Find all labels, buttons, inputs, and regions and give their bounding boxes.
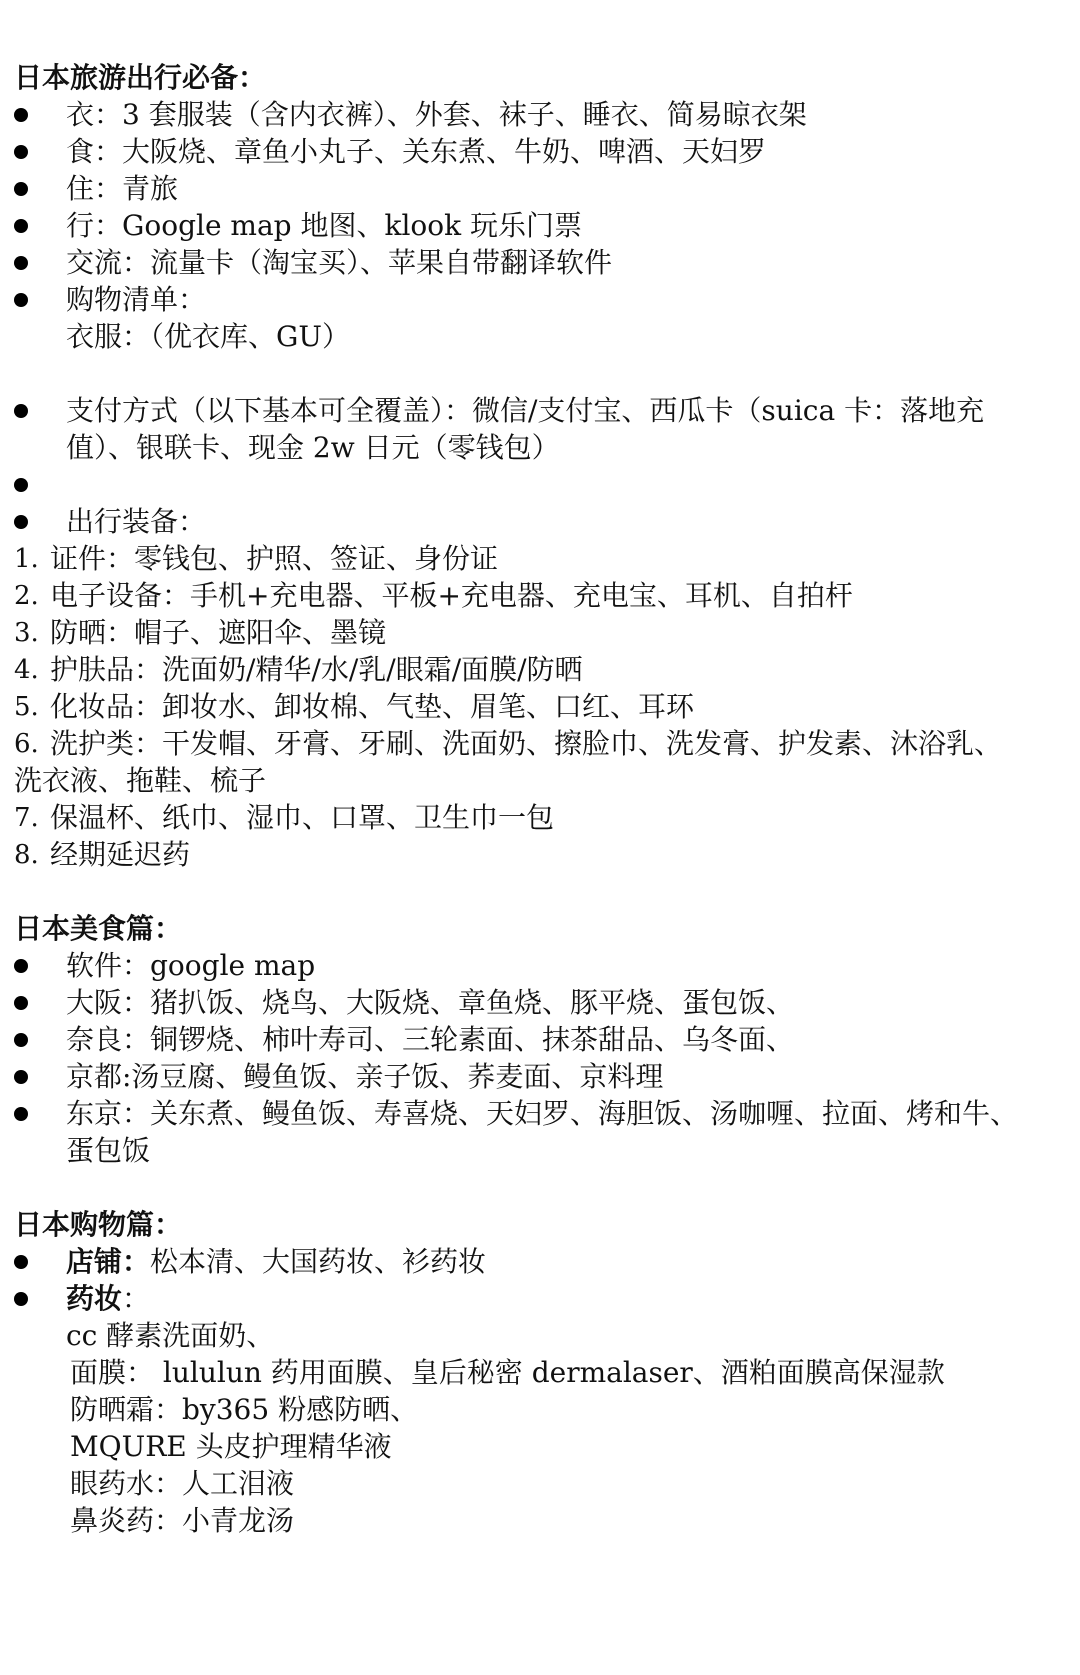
gear-item-number: 4. xyxy=(14,655,39,685)
gear-item-text: 洗护类：干发帽、牙膏、牙刷、洗面奶、擦脸巾、洗发膏、护发素、沐浴乳、 xyxy=(50,727,1003,760)
gear-item-number: 7. xyxy=(14,803,39,833)
gear-item-text: 电子设备：手机+充电器、平板+充电器、充电宝、耳机、自拍杆 xyxy=(50,579,853,612)
food-item-tokyo-continuation: 蛋包饭 xyxy=(66,1134,151,1167)
drug-colon: ： xyxy=(122,1282,151,1315)
bullet-icon xyxy=(14,145,28,159)
store-label: 店铺： xyxy=(66,1245,151,1278)
drug-item: 鼻炎药：小青龙汤 xyxy=(70,1504,295,1537)
gear-item-text: 化妆品：卸妆水、卸妆棉、气垫、眉笔、口红、耳环 xyxy=(50,690,695,723)
bullet-icon xyxy=(14,478,28,492)
gear-item-text: 防晒：帽子、遮阳伞、墨镜 xyxy=(50,616,387,649)
gear-item-text: 经期延迟药 xyxy=(50,838,191,871)
bullet-icon xyxy=(14,182,28,196)
bullet-icon xyxy=(14,515,28,529)
gear-item-number: 6. xyxy=(14,729,39,759)
shopping-list-clothes: 衣服：（优衣库、GU） xyxy=(66,320,350,353)
travel-item-communication: 交流：流量卡（淘宝买）、苹果自带翻译软件 xyxy=(66,246,613,279)
drug-item: 面膜： lululun 药用面膜、皇后秘密 dermalaser、酒粕面膜高保湿款 xyxy=(70,1356,945,1389)
gear-item-text: 保温杯、纸巾、湿巾、口罩、卫生巾一包 xyxy=(50,801,555,834)
gear-item-6-continuation: 洗衣液、拖鞋、梳子 xyxy=(14,764,267,797)
gear-item-number: 3. xyxy=(14,618,39,648)
gear-item-number: 5. xyxy=(14,692,39,722)
travel-item-food: 食：大阪烧、章鱼小丸子、关东煮、牛奶、啤酒、天妇罗 xyxy=(66,135,767,168)
gear-item-text: 证件：零钱包、护照、签证、身份证 xyxy=(50,542,499,575)
bullet-icon xyxy=(14,108,28,122)
gear-item-number: 2. xyxy=(14,581,39,611)
shopping-title: 日本购物篇： xyxy=(14,1208,183,1241)
food-item-kyoto: 京都:汤豆腐、鳗鱼饭、亲子饭、荞麦面、京料理 xyxy=(66,1060,664,1093)
drug-item: MQURE 头皮护理精华液 xyxy=(70,1430,392,1463)
food-item-osaka: 大阪：猪扒饭、烧鸟、大阪烧、章鱼烧、豚平烧、蛋包饭、 xyxy=(66,986,795,1019)
bullet-icon xyxy=(14,1033,28,1047)
bullet-icon xyxy=(14,219,28,233)
drug-label: 药妆 xyxy=(66,1282,123,1315)
food-title: 日本美食篇： xyxy=(14,912,183,945)
travel-title: 日本旅游出行必备： xyxy=(14,61,267,94)
shopping-stores xyxy=(66,1242,486,1282)
travel-item-lodging: 住：青旅 xyxy=(66,172,179,205)
payment-line-1: 支付方式（以下基本可全覆盖）：微信/支付宝、西瓜卡（suica 卡：落地充 xyxy=(66,394,985,427)
food-item-tokyo: 东京：关东煮、鳗鱼饭、寿喜烧、天妇罗、海胆饭、汤咖喱、拉面、烤和牛、 xyxy=(66,1097,1019,1130)
payment-line-2: 值）、银联卡、现金 2w 日元（零钱包） xyxy=(66,431,560,464)
bullet-icon xyxy=(14,1255,28,1269)
drug-item: cc 酵素洗面奶、 xyxy=(66,1319,275,1352)
food-item-nara: 奈良：铜锣烧、柿叶寿司、三轮素面、抹茶甜品、乌冬面、 xyxy=(66,1023,795,1056)
gear-item-number: 1. xyxy=(14,544,39,574)
bullet-icon xyxy=(14,959,28,973)
travel-item-transport: 行：Google map 地图、klook 玩乐门票 xyxy=(66,209,583,242)
bullet-icon xyxy=(14,1070,28,1084)
travel-item-clothing: 衣：3 套服装（含内衣裤）、外套、袜子、睡衣、简易晾衣架 xyxy=(66,98,807,131)
travel-item-shopping-list: 购物清单： xyxy=(66,283,207,316)
bullet-icon xyxy=(14,293,28,307)
gear-item-text: 护肤品：洗面奶/精华/水/乳/眼霜/面膜/防晒 xyxy=(50,653,583,686)
bullet-icon xyxy=(14,1107,28,1121)
store-list: 松本清、大国药妆、衫药妆 xyxy=(150,1245,487,1278)
shopping-drugstore xyxy=(66,1279,150,1319)
gear-title: 出行装备： xyxy=(66,505,207,538)
bullet-icon xyxy=(14,404,28,418)
gear-item-number: 8. xyxy=(14,840,39,870)
food-item-app: 软件：google map xyxy=(66,949,316,982)
bullet-icon xyxy=(14,1292,28,1306)
bullet-icon xyxy=(14,256,28,270)
bullet-icon xyxy=(14,996,28,1010)
drug-item: 眼药水：人工泪液 xyxy=(70,1467,295,1500)
drug-item: 防晒霜：by365 粉感防晒、 xyxy=(70,1393,419,1426)
